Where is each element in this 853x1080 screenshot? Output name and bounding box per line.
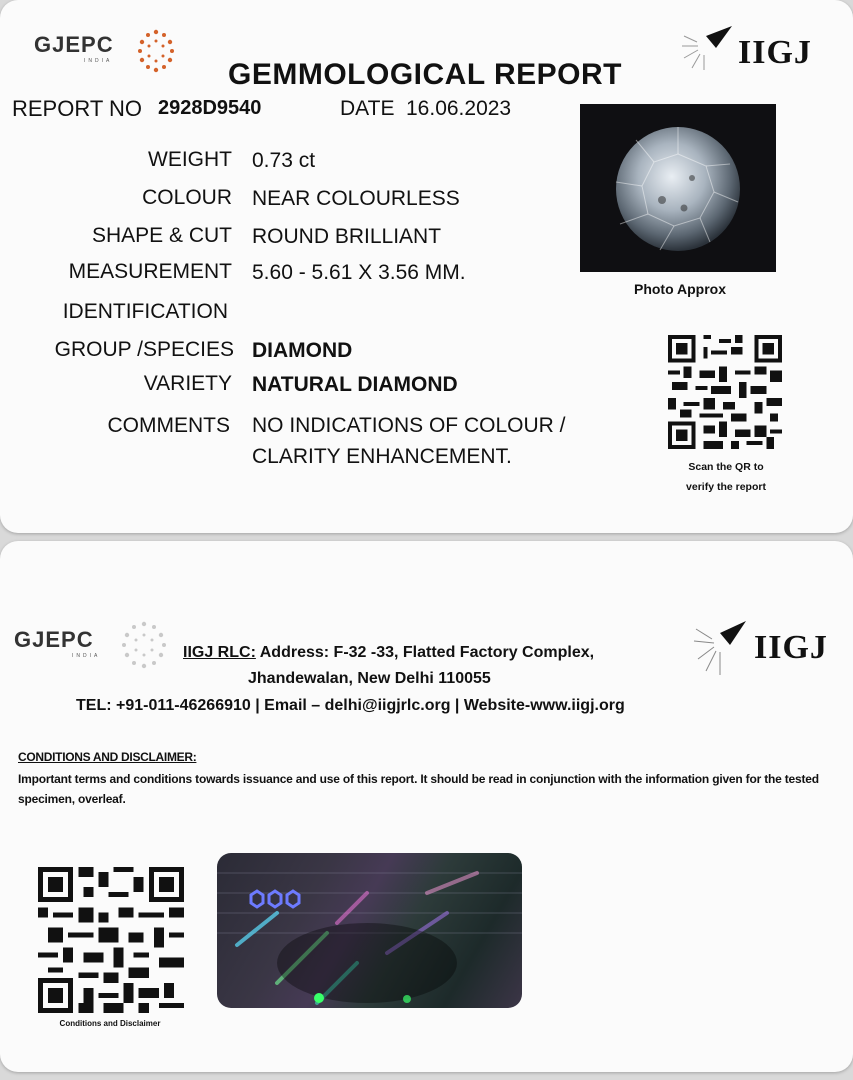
iigj-star-icon — [676, 22, 746, 72]
field-label-comments: COMMENTS — [107, 414, 230, 437]
field-value-variety: NATURAL DIAMOND — [252, 373, 458, 396]
conditions-qr-caption: Conditions and Disclaimer — [59, 1019, 161, 1028]
report-no-value: 2928D9540 — [158, 97, 262, 119]
field-label-variety: VARIETY — [143, 372, 232, 395]
report-no-label: REPORT NO — [12, 96, 142, 121]
qr-code-icon — [668, 335, 782, 449]
address-line2: Jhandewalan, New Delhi 110055 — [248, 670, 491, 687]
field-label-measurement: MEASUREMENT — [68, 260, 232, 283]
date-label: DATE — [340, 97, 395, 120]
security-hologram — [217, 853, 522, 1008]
conditions-title: CONDITIONS AND DISCLAIMER: — [18, 750, 197, 764]
field-value-measurement: 5.60 - 5.61 X 3.56 MM. — [252, 261, 466, 284]
conditions-body: Important terms and conditions towards issuance and use of this report. It should be read in conjunction with the information given for the tested specimen, overleaf. — [18, 772, 819, 806]
report-card-back — [0, 541, 853, 1072]
gjepc-burst-icon — [130, 28, 182, 74]
gjepc-logo-back-sub: INDIA — [72, 653, 101, 659]
qr-code-back-icon — [38, 867, 184, 1013]
gjepc-logo-back — [14, 627, 100, 659]
field-value-colour: NEAR COLOURLESS — [252, 187, 460, 210]
address-line1 — [183, 644, 594, 662]
address-text: Address: F-32 -33, Flatted Factory Complex, — [259, 644, 595, 661]
field-label-identification: IDENTIFICATION — [62, 300, 228, 323]
report-card-front — [0, 0, 853, 533]
verify-qr-code[interactable] — [668, 335, 782, 449]
field-value-shape-cut: ROUND BRILLIANT — [252, 225, 442, 248]
conditions-qr-code[interactable] — [38, 867, 184, 1013]
iigj-star-back-icon — [690, 615, 756, 677]
diamond-photo — [580, 104, 776, 272]
gjepc-logo-back-text: GJEPC — [14, 627, 94, 652]
address-org: IIGJ RLC: — [183, 644, 256, 661]
field-value-comments-line2: CLARITY ENHANCEMENT. — [252, 445, 512, 468]
iigj-logo-text: IIGJ — [738, 34, 812, 71]
contact-line: TEL: +91-011-46266910 | Email – delhi@iigjrlc.org | Website-www.iigj.org — [76, 697, 625, 714]
qr-caption — [664, 457, 788, 497]
hologram-icon — [217, 853, 522, 1008]
diamond-icon — [580, 104, 776, 272]
date-value: 16.06.2023 — [406, 97, 512, 120]
field-value-weight: 0.73 ct — [252, 149, 316, 172]
gjepc-burst-back-icon — [118, 619, 170, 671]
field-value-group-species: DIAMOND — [252, 339, 353, 362]
gjepc-logo-sub: INDIA — [84, 58, 113, 64]
photo-caption: Photo Approx — [633, 281, 727, 297]
field-label-colour: COLOUR — [142, 186, 232, 209]
field-value-comments-line1: NO INDICATIONS OF COLOUR / — [252, 414, 566, 437]
iigj-logo-back-text: IIGJ — [754, 629, 828, 666]
gjepc-logo-text: GJEPC — [34, 32, 114, 57]
qr-caption-line2: verify the report — [686, 481, 766, 493]
qr-caption-line1: Scan the QR to — [688, 461, 764, 473]
report-title: GEMMOLOGICAL REPORT — [228, 58, 622, 91]
field-label-weight: WEIGHT — [148, 148, 232, 171]
gjepc-logo — [34, 32, 114, 64]
field-label-shape-cut: SHAPE & CUT — [91, 224, 232, 247]
field-label-group-species: GROUP /SPECIES — [54, 338, 234, 361]
